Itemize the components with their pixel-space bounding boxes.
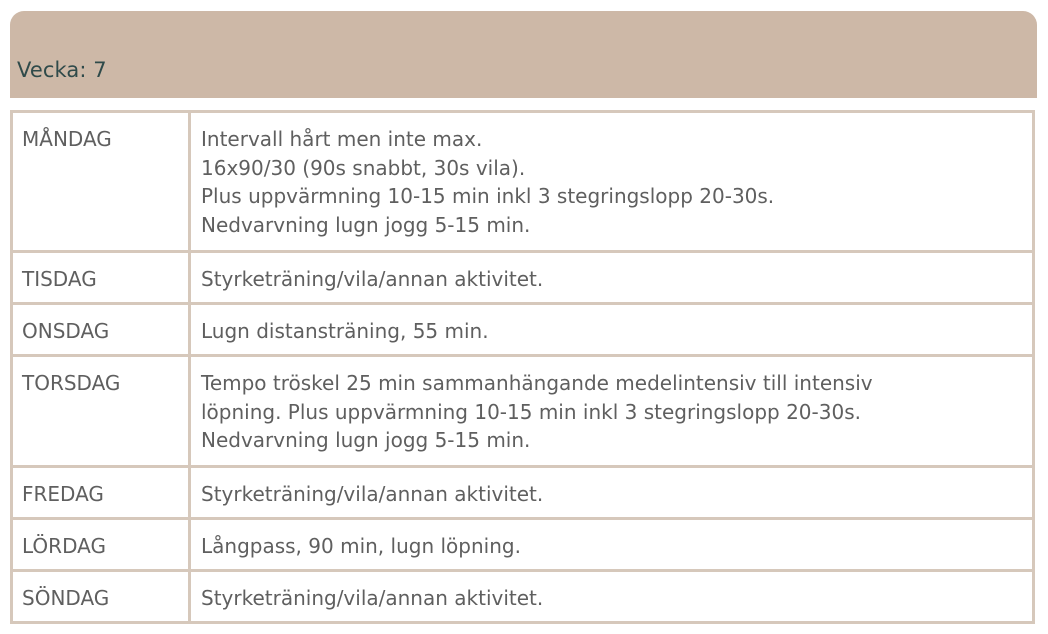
table-row	[12, 112, 1034, 252]
day-name: ONSDAG	[12, 304, 190, 356]
day-name: TISDAG	[12, 252, 190, 304]
day-name: SÖNDAG	[12, 571, 190, 623]
description-line: Lugn distansträning, 55 min.	[201, 319, 489, 343]
day-description	[190, 571, 1034, 623]
day-description	[190, 304, 1034, 356]
day-description	[190, 356, 1034, 467]
description-line: Intervall hårt men inte max.	[201, 127, 483, 151]
description-line: Plus uppvärmning 10-15 min inkl 3 stegringslopp 20-30s.	[201, 184, 775, 208]
table-row	[12, 356, 1034, 467]
day-name: MÅNDAG	[12, 112, 190, 252]
description-line: 16x90/30 (90s snabbt, 30s vila).	[201, 155, 526, 180]
table-row	[12, 304, 1034, 356]
week-title: Vecka: 7	[17, 58, 107, 82]
description-line: Styrketräning/vila/annan aktivitet.	[201, 267, 544, 291]
description-line: Nedvarvning lugn jogg 5-15 min.	[201, 428, 531, 452]
weekly-schedule-table	[10, 110, 1035, 624]
week-header	[10, 11, 1037, 98]
table-row	[12, 519, 1034, 571]
description-line: Tempo tröskel 25 min sammanhängande medelintensiv till intensiv	[201, 371, 873, 395]
day-name: TORSDAG	[12, 356, 190, 467]
table-row	[12, 467, 1034, 519]
day-description	[190, 112, 1034, 252]
description-line: Långpass, 90 min, lugn löpning.	[201, 534, 521, 558]
description-line: Nedvarvning lugn jogg 5-15 min.	[201, 212, 531, 237]
table-row	[12, 571, 1034, 623]
day-name: LÖRDAG	[12, 519, 190, 571]
day-description	[190, 519, 1034, 571]
table-row	[12, 252, 1034, 304]
day-description	[190, 467, 1034, 519]
day-name: FREDAG	[12, 467, 190, 519]
day-description	[190, 252, 1034, 304]
description-line: löpning. Plus uppvärmning 10-15 min inkl 3 stegringslopp 20-30s.	[201, 399, 861, 424]
description-line: Styrketräning/vila/annan aktivitet.	[201, 586, 544, 610]
description-line: Styrketräning/vila/annan aktivitet.	[201, 482, 544, 506]
